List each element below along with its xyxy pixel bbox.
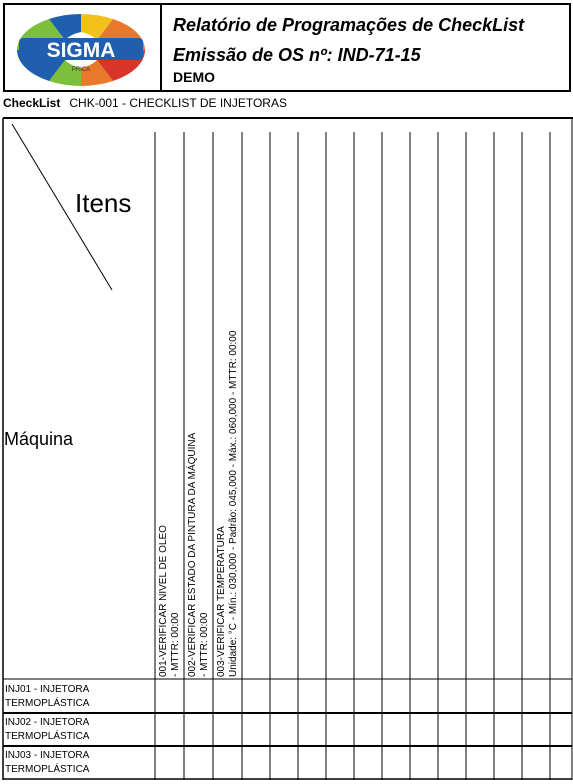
- item-header-3-line2: Unidade: °C - Mín.: 030,000 - Padrão: 045,000 - Máx.: 060,000 - MTTR: 00:00: [227, 330, 239, 677]
- corner-items-label: Itens: [75, 188, 132, 218]
- checklist-label: CheckList: [3, 96, 61, 110]
- item-header-1-line2: - MTTR: 00:00: [169, 612, 181, 677]
- corner-machine-label: Máquina: [4, 429, 74, 449]
- os-number: Emissão de OS nº: IND-71-15: [173, 45, 421, 65]
- logo-text: SIGMA: [46, 39, 116, 62]
- row-3-line2: TERMOPLÁSTICA: [5, 764, 90, 775]
- row-2-line2: TERMOPLÁSTICA: [5, 731, 90, 742]
- item-header-2-line1: 002-VERIFICAR ESTADO DA PINTURA DA MÁQUINA: [187, 432, 198, 677]
- item-header-1-line1: 001-VERIFICAR NIVEL DE OLEO: [158, 525, 169, 677]
- row-3-line1: INJ03 - INJETORA: [5, 750, 90, 761]
- row-1-line1: INJ01 - INJETORA: [5, 684, 90, 695]
- table-row: [5, 749, 89, 777]
- checklist-value: CHK-001 - CHECKLIST DE INJETORAS: [69, 96, 287, 110]
- logo-subtext: PRICA: [71, 67, 91, 73]
- item-header-2: [187, 117, 210, 677]
- table-row: [5, 716, 89, 744]
- row-2-line1: INJ02 - INJETORA: [5, 717, 90, 728]
- company-name: DEMO: [173, 69, 215, 85]
- row-1-line2: TERMOPLÁSTICA: [5, 698, 90, 709]
- item-header-2-line2: - MTTR: 00:00: [198, 612, 210, 677]
- item-header-3: [216, 117, 239, 677]
- table-row: [5, 683, 89, 711]
- report-title: Relatório de Programações de CheckList: [173, 15, 525, 35]
- item-header-3-line1: 003-VERIFICAR TEMPERATURA: [216, 526, 227, 677]
- item-header-1: [158, 117, 181, 677]
